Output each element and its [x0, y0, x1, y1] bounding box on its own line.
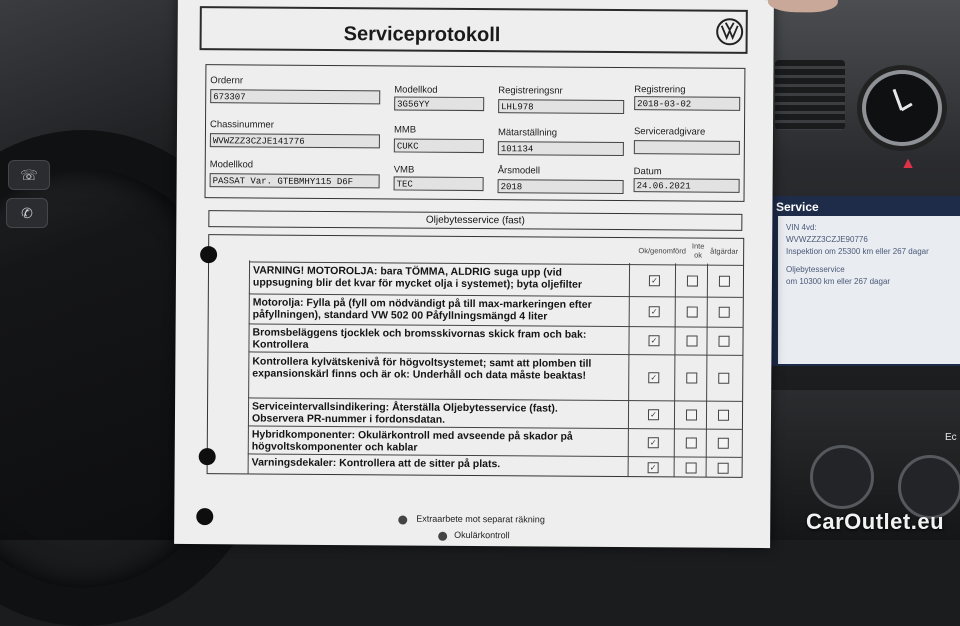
table-row: [248, 397, 742, 428]
field-value: [634, 140, 740, 155]
field-label: MMB: [393, 124, 417, 136]
row-text: Hybridkomponenter: Okulärkontroll med avseende på skador på högvoltskomponenter och kablar: [251, 428, 573, 454]
field-value: 2018: [498, 179, 624, 194]
field-label: Årsmodell: [497, 165, 540, 177]
field-value: PASSAT Var. GTEBMHY115 D6F: [210, 173, 380, 188]
checkbox-ok: ✓: [649, 275, 660, 286]
footer-bullet-icon: [438, 532, 447, 541]
footer-bullet-icon: [398, 515, 407, 524]
hazard-icon: ▲: [900, 155, 916, 172]
climate-knob-left: [810, 445, 874, 509]
checkbox-ok: ✓: [648, 409, 659, 420]
checkbox-action: [719, 276, 730, 287]
row-text: Kontrollera kylvätskenivå för högvoltsystemet; samt att plomben till expansionskärl finns och är ok: Underhåll och data måste beaktas!: [252, 355, 592, 382]
column-header: Inte ok: [691, 241, 705, 260]
column-header: åtgärdar: [710, 246, 739, 256]
footer-text: Okulärkontroll: [454, 529, 510, 541]
wheel-button-phone-icon: ✆: [6, 198, 48, 228]
checkbox-ok: ✓: [648, 372, 659, 383]
checkbox-not-ok: [686, 335, 697, 346]
field-value: 24.06.2021: [634, 178, 740, 193]
table-row: [248, 453, 742, 477]
checkbox-not-ok: [687, 306, 698, 317]
screen-title: Service: [776, 200, 819, 214]
field-value: 673307: [210, 89, 380, 104]
checkbox-action: [719, 307, 730, 318]
field-value: WVWZZZ3CZJE141776: [210, 133, 380, 148]
wheel-button-voice-icon: ☏: [8, 160, 50, 190]
table-row: [249, 293, 743, 326]
binder-hole: [196, 508, 213, 525]
field-label: Mätarställning: [497, 127, 558, 139]
field-value: CUKC: [394, 138, 484, 153]
title-box: [200, 6, 748, 54]
screen-panel: [778, 216, 960, 364]
field-value: 101134: [498, 141, 624, 156]
page-title: Serviceprotokoll: [343, 23, 501, 47]
checkbox-not-ok: [686, 409, 697, 420]
checkbox-not-ok: [687, 275, 698, 286]
checkbox-action: [718, 438, 729, 449]
column-header: Ok/genomförd: [638, 246, 686, 256]
checkbox-not-ok: [686, 437, 697, 448]
row-text: Serviceintervallsindikering: Återställa Oljebytesservice (fast). Observera PR-nummer i fordonsdatan.: [251, 400, 558, 426]
field-label: Chassinummer: [209, 119, 274, 131]
field-label: Ordernr: [210, 75, 244, 87]
checkbox-ok: ✓: [649, 306, 660, 317]
row-text: Bromsbeläggens tjocklek och bromsskivornas skick fram och bak: Kontrollera: [252, 326, 587, 351]
field-value: TEC: [394, 176, 484, 191]
checkbox-ok: ✓: [648, 335, 659, 346]
service-protocol-paper: [174, 0, 774, 548]
infotainment-screen: [770, 196, 960, 366]
screen-line: Oljebytesservice: [786, 265, 845, 274]
table-row: [248, 351, 742, 400]
field-label: Serviceradgivare: [633, 126, 706, 138]
table-row: [249, 261, 743, 296]
field-value: 2018-03-02: [634, 96, 740, 111]
checkbox-action: [718, 462, 729, 473]
field-value: LHL978: [498, 99, 624, 114]
checkbox-ok: ✓: [648, 462, 659, 473]
field-value: 3G56YY: [394, 96, 484, 111]
checkbox-not-ok: [686, 372, 697, 383]
checkbox-action: [718, 410, 729, 421]
row-text: Varningsdekaler: Kontrollera att de sitter på plats.: [251, 456, 501, 471]
vw-logo-icon: [716, 18, 744, 46]
table-row: [248, 425, 742, 456]
binder-hole: [199, 448, 216, 465]
checkbox-action: [718, 373, 729, 384]
field-label: Registreringsnr: [498, 85, 563, 97]
watermark: CarOutlet.eu: [806, 509, 945, 534]
row-text: Motorolja: Fylla på (fyll om nödvändigt på till max-markeringen efter påfyllningen), standard VW 502 00 Påfyllningsmängd 4 liter: [252, 296, 592, 323]
checkbox-not-ok: [686, 462, 697, 473]
vehicle-info-box: [205, 64, 746, 202]
screen-line: VIN 4vd:: [786, 223, 817, 232]
field-label: Datum: [633, 166, 662, 178]
screen-line: om 10300 km eller 267 dagar: [786, 277, 891, 286]
screen-line: Inspektion om 25300 km eller 267 dagar: [786, 247, 929, 256]
field-label: VMB: [393, 164, 415, 176]
screen-line: WVWZZZ3CZJE90776: [786, 235, 868, 244]
checkbox-action: [718, 336, 729, 347]
air-vent: [775, 60, 845, 130]
analog-clock: [862, 70, 942, 146]
checklist-table: [207, 234, 745, 478]
field-label: Modellkod: [209, 159, 254, 171]
field-label: Registrering: [634, 84, 686, 96]
table-row: [248, 323, 742, 354]
checkbox-ok: ✓: [648, 437, 659, 448]
field-label: Modellkod: [394, 84, 438, 96]
section-title: Oljebytesservice (fast): [208, 210, 742, 231]
footer-text: Extraarbete mot separat räkning: [416, 513, 545, 525]
binder-hole: [200, 246, 217, 263]
climate-panel: Ec: [770, 390, 960, 540]
row-text: VARNING! MOTOROLJA: bara TÖMMA, ALDRIG suga upp (vid uppsugning blir det kvar för mycket olja i systemet); byta oljefilter: [252, 264, 583, 291]
